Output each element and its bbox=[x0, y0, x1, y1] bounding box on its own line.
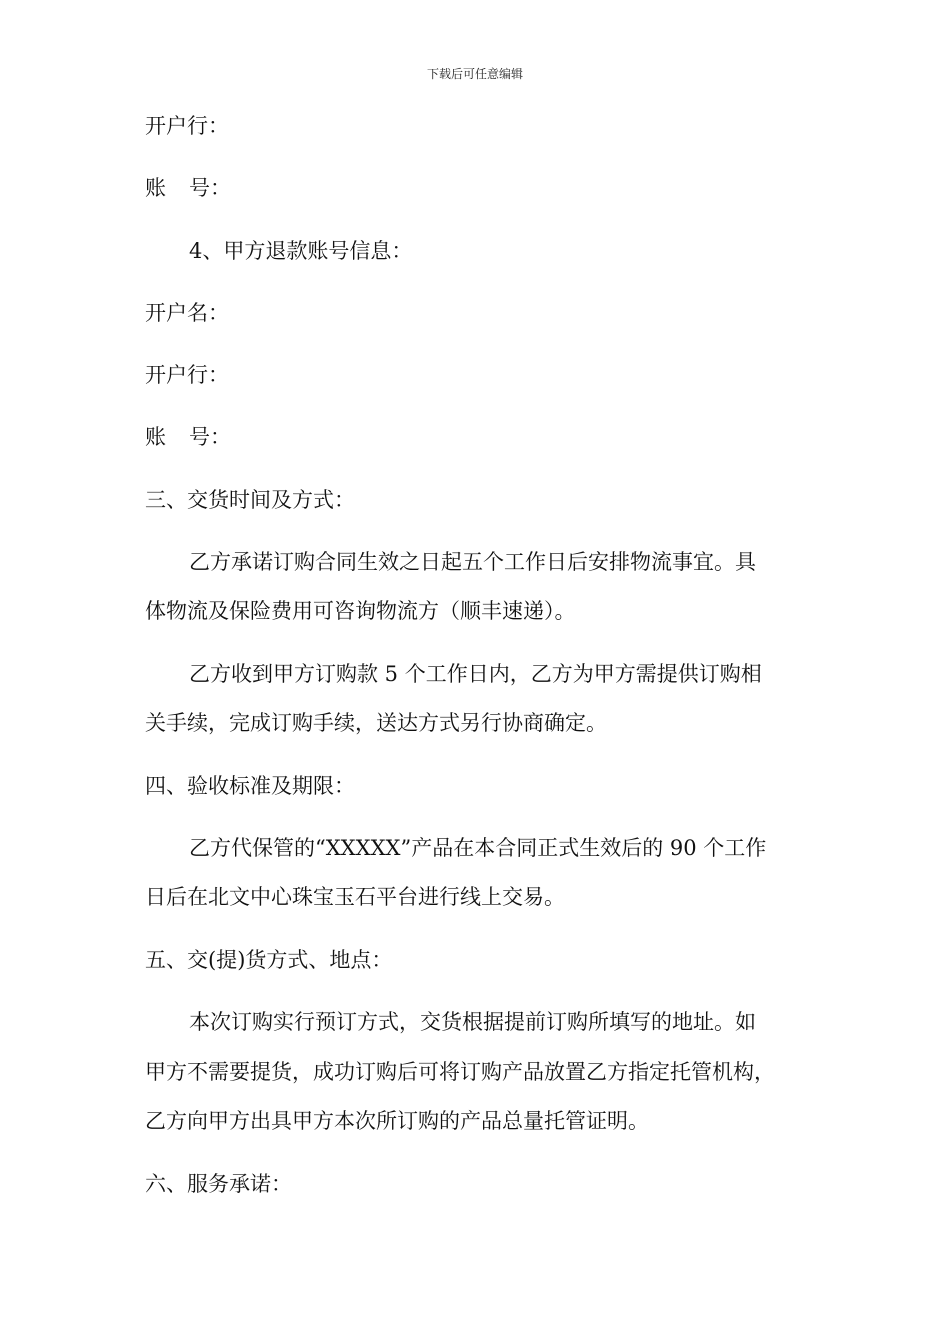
paragraph-line: 乙方向甲方出具甲方本次所订购的产品总量托管证明。 bbox=[145, 1109, 649, 1133]
account-label-char: 账 bbox=[145, 176, 166, 200]
account-number-label-2 bbox=[145, 423, 231, 451]
paragraph-line: 乙方承诺订购合同生效之日起五个工作日后安排物流事宜。具 bbox=[189, 550, 756, 574]
section-heading-5: 五、交(提)货方式、地点： bbox=[145, 948, 393, 972]
paragraph-line: 乙方收到甲方订购款 5 个工作日内，乙方为甲方需提供订购相 bbox=[189, 662, 762, 686]
paragraph-line: 体物流及保险费用可咨询物流方（顺丰速递）。 bbox=[145, 599, 576, 623]
account-number-label-1 bbox=[145, 174, 231, 202]
paragraph-line: 甲方不需要提货，成功订购后可将订购产品放置乙方指定托管机构， bbox=[145, 1060, 775, 1084]
refund-account-heading: 4、甲方退款账号信息： bbox=[189, 239, 413, 263]
bank-name-label-1: 开户行： bbox=[145, 114, 229, 138]
paragraph-line: 乙方代保管的“XXXXX”产品在本合同正式生效后的 90 个工作 bbox=[189, 836, 767, 860]
account-label-char: 账 bbox=[145, 425, 166, 449]
section-heading-4: 四、验收标准及期限： bbox=[145, 774, 355, 798]
account-label-suffix: 号： bbox=[189, 176, 231, 200]
paragraph-line: 日后在北文中心珠宝玉石平台进行线上交易。 bbox=[145, 885, 565, 909]
paragraph-line: 本次订购实行预订方式，交货根据提前订购所填写的地址。如 bbox=[189, 1010, 756, 1034]
account-label-suffix: 号： bbox=[189, 425, 231, 449]
bank-name-label-2: 开户行： bbox=[145, 363, 229, 387]
header-note: 下载后可任意编辑 bbox=[426, 67, 523, 81]
paragraph-line: 关手续，完成订购手续，送达方式另行协商确定。 bbox=[145, 711, 607, 735]
account-holder-label: 开户名： bbox=[145, 301, 229, 325]
section-heading-3: 三、交货时间及方式： bbox=[145, 488, 355, 512]
section-heading-6: 六、服务承诺： bbox=[145, 1172, 292, 1196]
